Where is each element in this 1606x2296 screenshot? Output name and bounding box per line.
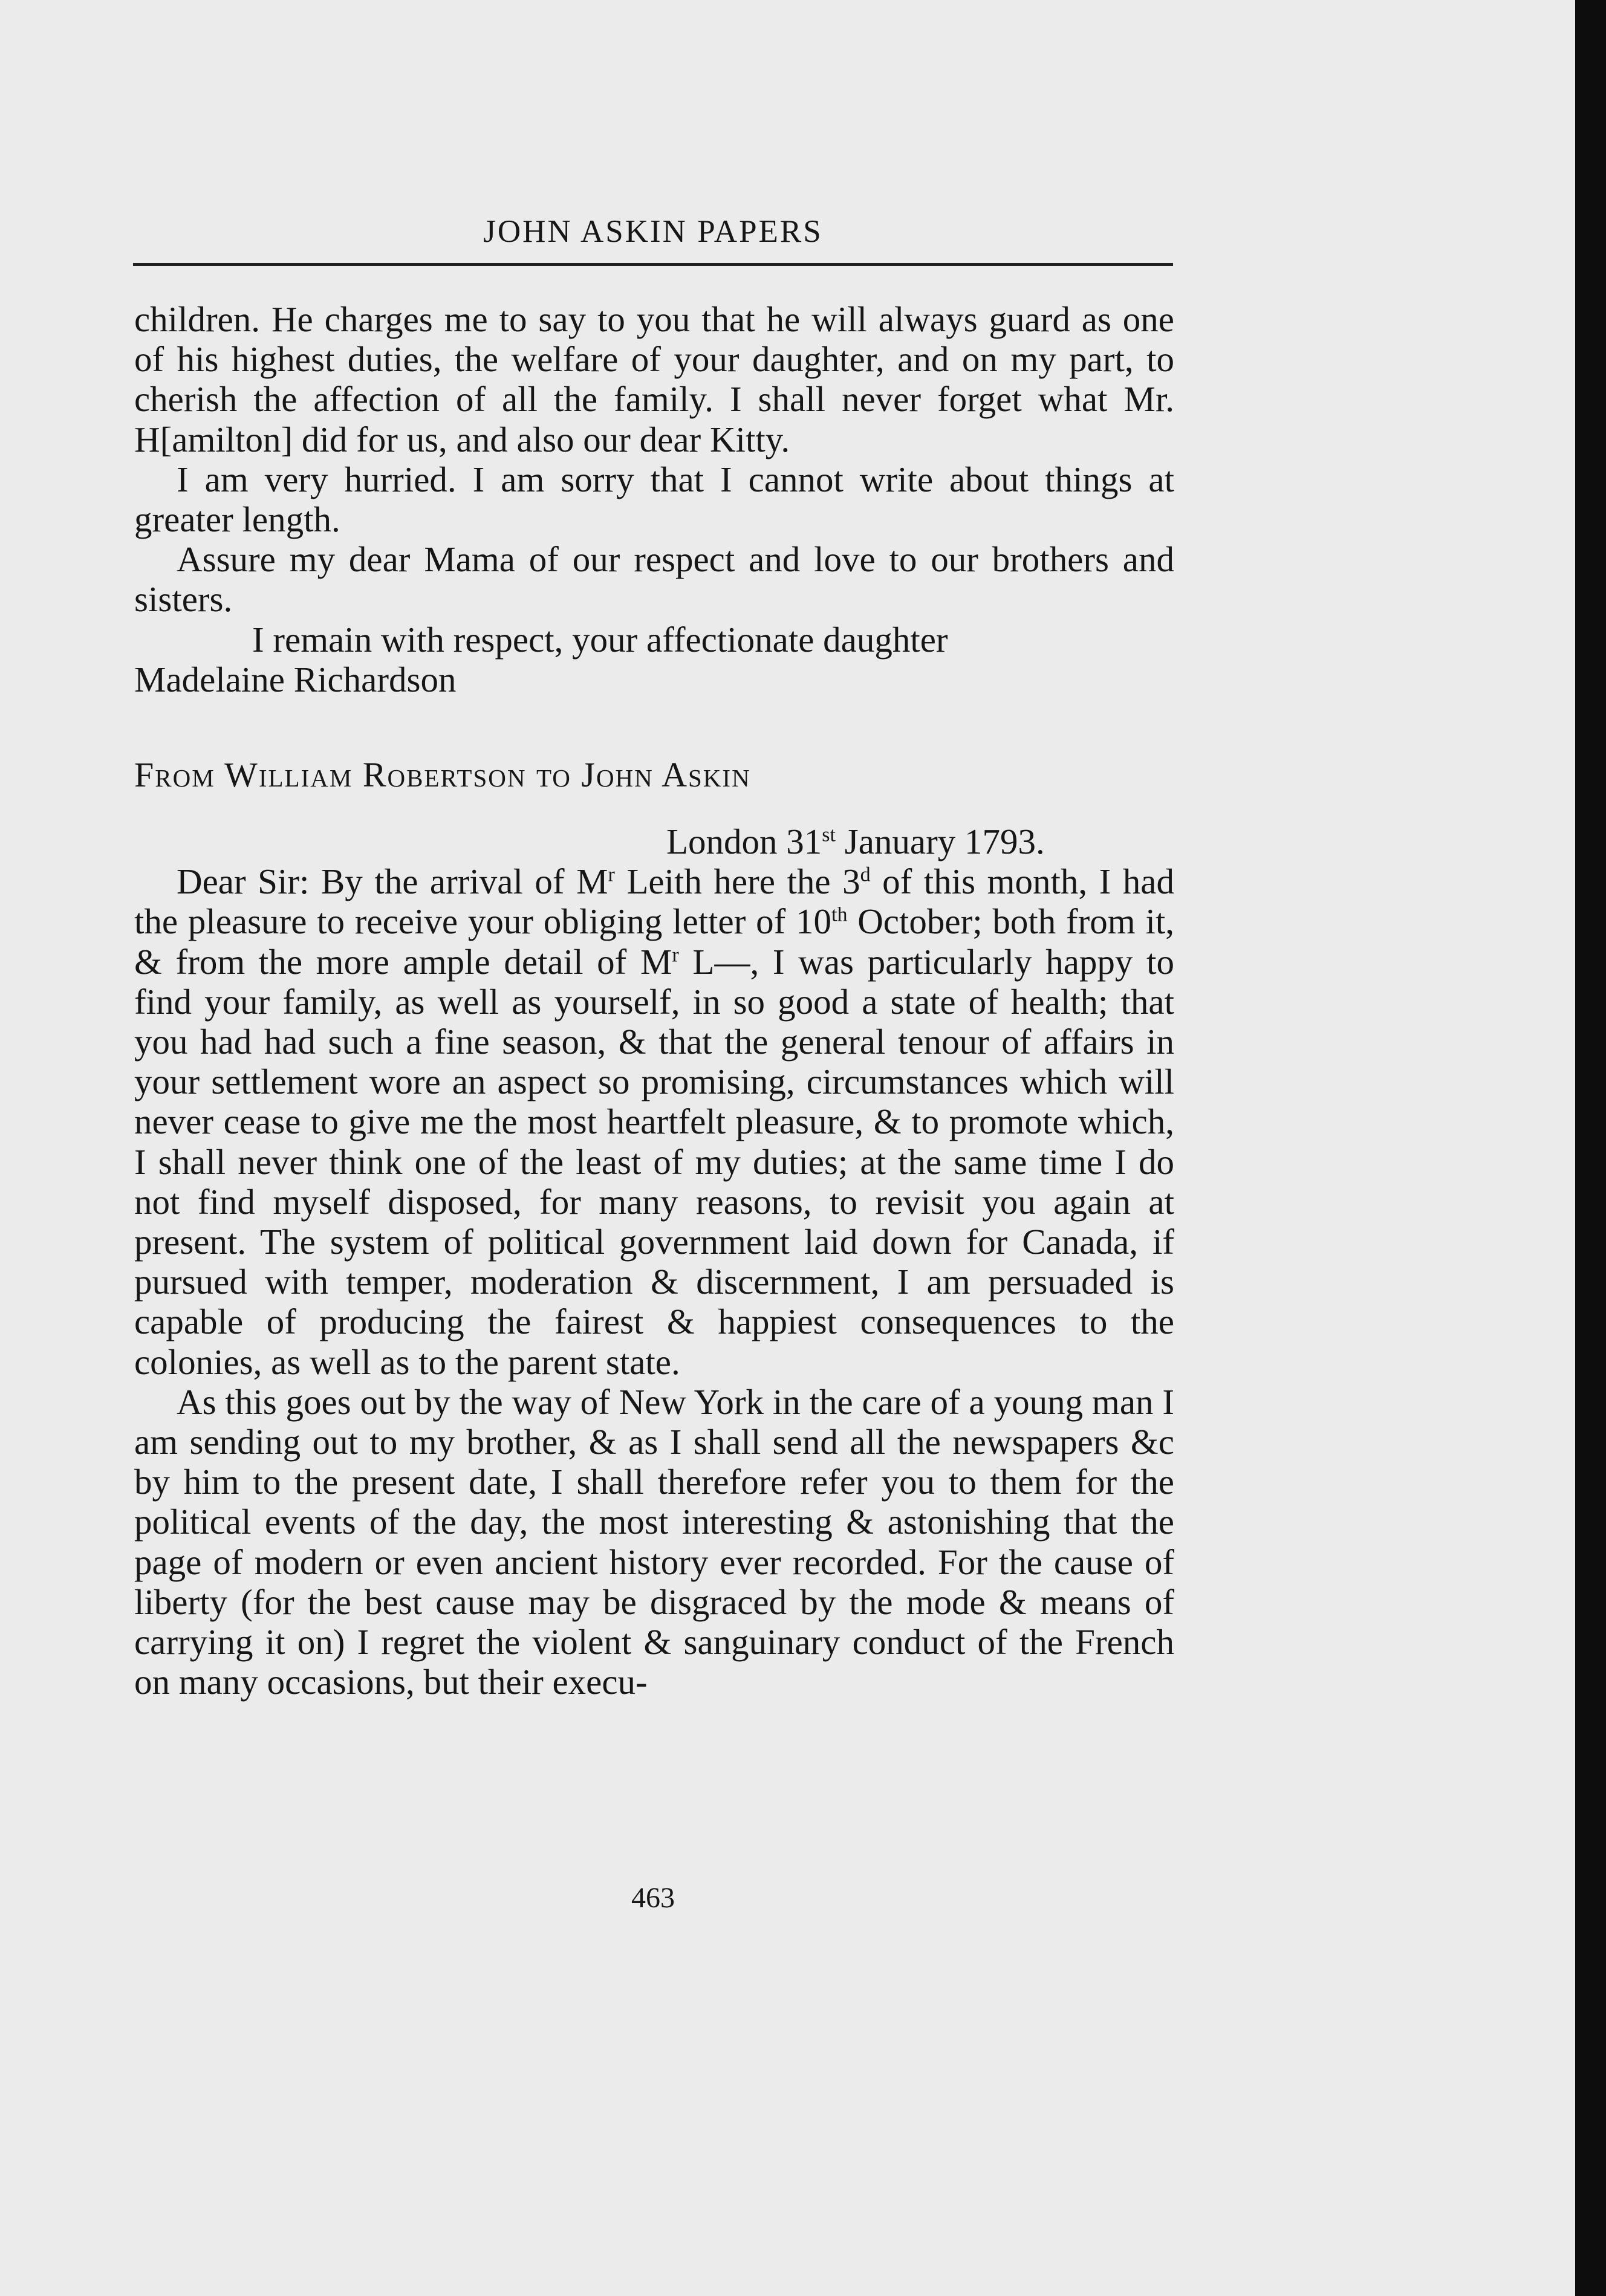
- scan-dark-edge: [1575, 0, 1606, 2296]
- para1-sup-3: th: [831, 903, 848, 926]
- para1-segment-1: Dear Sir: By the arrival of M: [177, 861, 608, 902]
- letter2-paragraph-1: [134, 861, 1174, 1382]
- para1-segment-5: L—, I was particularly happy to find your family, as well as yourself, in so good a state of health; that you had had such a fine season, & that the general tenour of affairs in your settlement wore an aspect so promising, circumstances which will never cease to give me the most heartfelt pleasure, & to promote which, I shall never think one of the least of my duties; at the same time I do not find myself disposed, for many reasons, to revisit you again at present. The system of political government laid down for Canada, if pursued with temper, moderation & discernment, I am persuaded is capable of producing the fairest & happiest consequences to the colonies, as well as to the parent state.: [134, 941, 1174, 1382]
- letter2-paragraph-2: As this goes out by the way of New York in the care of a young man I am sending out to my brother, & as I shall send all the newspapers &c by him to the present date, I shall therefore refer you to them for the political events of the day, the most interesting & astonishing that the page of modern or even ancient history ever recorded. For the cause of liberty (for the best cause may be disgraced by the mode & means of carrying it on) I regret the violent & sanguinary conduct of the French on many occasions, but their execu-: [134, 1381, 1174, 1702]
- para1-sup-2: d: [860, 863, 871, 886]
- dateline-place-day: London 31: [666, 822, 822, 862]
- dateline-day-suffix: st: [822, 823, 836, 846]
- para1-sup-1: r: [608, 863, 615, 886]
- para1-segment-3: of this month, I had the pleasure to receive your obliging letter of 10: [134, 861, 1174, 942]
- page-body: [134, 299, 1174, 1702]
- letter1-paragraph-3: Assure my dear Mama of our respect and love to our brothers and sisters.: [134, 539, 1174, 620]
- letter1-paragraph-1: children. He charges me to say to you that he will always guard as one of his highest duties, the welfare of your daughter, and on my part, to cherish the affection of all the family. I shall never forget what Mr. H[amilton] did for us, and also our dear Kitty.: [134, 299, 1174, 459]
- letter2-dateline: [134, 822, 1174, 861]
- letter1-signature: Madelaine Richardson: [134, 659, 457, 699]
- letter1-closing: I remain with respect, your affectionate daughter: [252, 619, 948, 660]
- dateline-month-year: January 1793.: [835, 822, 1045, 862]
- page-number: 463: [631, 1882, 675, 1914]
- letter1-paragraph-2: I am very hurried. I am sorry that I cannot write about things at greater length.: [134, 459, 1174, 540]
- letter2-heading: From William Robertson to John Askin: [134, 755, 751, 795]
- para1-segment-4: October; both from it, & from the more ample detail of M: [134, 901, 1174, 982]
- para1-segment-2: Leith here the 3: [614, 861, 860, 902]
- running-head: JOHN ASKIN PAPERS: [483, 214, 823, 249]
- para1-sup-4: r: [672, 943, 679, 966]
- header-rule: [133, 263, 1173, 266]
